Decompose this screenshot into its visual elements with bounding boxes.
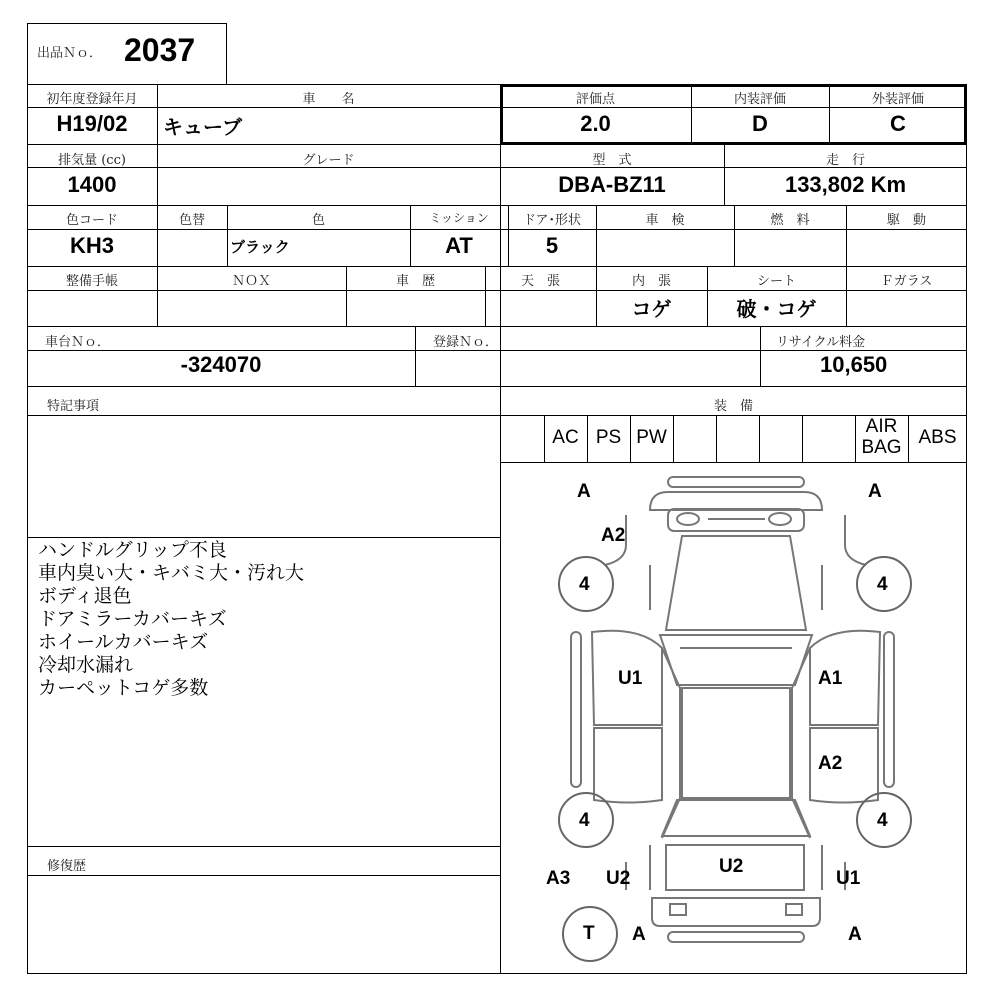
remarks-notes bbox=[38, 539, 304, 700]
damage-mark-front-left: A bbox=[577, 481, 591, 502]
label-seat: シート bbox=[756, 274, 796, 289]
value-first-registration: H19/02 bbox=[56, 111, 128, 136]
label-repair-history: 修復歴 bbox=[47, 859, 87, 874]
label-equipment: 装 備 bbox=[713, 399, 753, 414]
damage-mark-rear-right-tire: 4 bbox=[877, 810, 888, 831]
remark-line: 車内臭い大・キバミ大・汚れ大 bbox=[38, 562, 305, 584]
value-model: DBA-BZ11 bbox=[558, 172, 666, 197]
value-exterior-grade: C bbox=[890, 111, 906, 136]
value-transmission: AT bbox=[445, 233, 473, 258]
damage-mark-front-left-tire: 4 bbox=[579, 574, 590, 595]
label-grade: グレード bbox=[302, 153, 355, 168]
label-displacement: 排気量 (cc) bbox=[58, 153, 126, 168]
damage-mark-rear-left: A bbox=[632, 924, 646, 945]
remark-line: ドアミラーカバーキズ bbox=[38, 608, 227, 630]
label-recycle-fee: リサイクル料金 bbox=[776, 335, 866, 350]
damage-mark-rear-left-u2: U2 bbox=[606, 868, 631, 889]
lot-number-label: 出品Ｎｏ． bbox=[37, 46, 103, 61]
equipment-airbag: AIR BAG bbox=[861, 416, 902, 458]
label-nox: ＮＯＸ bbox=[231, 274, 271, 289]
damage-mark-front-right: A bbox=[868, 481, 882, 502]
remark-line: ボディ退色 bbox=[38, 585, 132, 607]
label-car-name: 車 名 bbox=[302, 92, 355, 107]
label-chassis-number: 車台Ｎｏ． bbox=[45, 335, 111, 350]
car-body-diagram bbox=[501, 463, 966, 973]
remark-line: 冷却水漏れ bbox=[38, 654, 134, 676]
label-remarks: 特記事項 bbox=[47, 399, 100, 414]
label-registration-number: 登録Ｎｏ． bbox=[433, 335, 499, 350]
value-car-name: キューブ bbox=[163, 115, 242, 139]
value-color-code: KH3 bbox=[69, 233, 114, 258]
damage-mark-spare-tire: T bbox=[583, 923, 595, 944]
label-ceiling: 天 張 bbox=[520, 274, 560, 289]
equipment-pw: PW bbox=[636, 427, 667, 448]
value-mileage: 133,802 Km bbox=[784, 172, 907, 197]
label-color-code: 色コード bbox=[65, 213, 118, 228]
value-displacement: 1400 bbox=[67, 172, 117, 197]
label-interior-grade: 内装評価 bbox=[733, 92, 786, 107]
remark-line: ホイールカバーキズ bbox=[38, 631, 209, 653]
label-first-registration: 初年度登録年月 bbox=[46, 92, 138, 107]
remark-line: ハンドルグリップ不良 bbox=[38, 539, 227, 561]
damage-mark-rear-left-tire: 4 bbox=[579, 810, 590, 831]
value-color: ブラック bbox=[230, 238, 290, 256]
damage-mark-front-right-tire: 4 bbox=[877, 574, 888, 595]
label-inspection: 車 検 bbox=[645, 213, 685, 228]
label-transmission: ミッション bbox=[429, 211, 489, 225]
label-interior-lining: 内 張 bbox=[631, 274, 671, 289]
label-model: 型 式 bbox=[592, 153, 632, 168]
equipment-ac: AC bbox=[552, 427, 579, 448]
lot-number-box bbox=[27, 23, 227, 85]
label-score: 評価点 bbox=[575, 92, 615, 107]
damage-mark-rear-right: A bbox=[848, 924, 862, 945]
value-seat: 破・コゲ bbox=[736, 297, 817, 321]
label-front-glass: Ｆガラス bbox=[880, 274, 933, 289]
label-drive: 駆 動 bbox=[886, 213, 926, 228]
damage-mark-rear-hatch: U2 bbox=[719, 856, 744, 877]
damage-mark-roof-left: U1 bbox=[618, 668, 643, 689]
equipment-abs: ABS bbox=[918, 427, 957, 448]
value-chassis-number: -324070 bbox=[180, 352, 262, 377]
remark-line: カーペットコゲ多数 bbox=[38, 677, 209, 699]
label-repaint: 色替 bbox=[178, 213, 205, 228]
value-interior-grade: D bbox=[752, 111, 768, 136]
lot-number-value: 2037 bbox=[124, 32, 196, 68]
label-maintenance-book: 整備手帳 bbox=[65, 274, 118, 289]
damage-mark-right-rear-door: A2 bbox=[818, 753, 843, 774]
label-fuel: 燃 料 bbox=[770, 213, 810, 228]
value-recycle-fee: 10,650 bbox=[820, 352, 888, 377]
label-color: 色 bbox=[311, 213, 325, 228]
label-vehicle-history: 車 歴 bbox=[395, 274, 435, 289]
value-interior-lining: コゲ bbox=[631, 297, 672, 321]
label-exterior-grade: 外装評価 bbox=[871, 92, 924, 107]
damage-mark-rear-right-quarter: U1 bbox=[836, 868, 861, 889]
label-mileage: 走 行 bbox=[825, 153, 865, 168]
equipment-ps: PS bbox=[595, 427, 622, 448]
damage-mark-rear-left-a3: A3 bbox=[546, 868, 571, 889]
value-doors: 5 bbox=[545, 233, 559, 258]
value-score: 2.0 bbox=[580, 111, 611, 136]
damage-mark-right-front-door: A1 bbox=[818, 668, 843, 689]
label-doors: ドア･形状 bbox=[522, 213, 582, 228]
damage-mark-hood: A2 bbox=[601, 525, 626, 546]
